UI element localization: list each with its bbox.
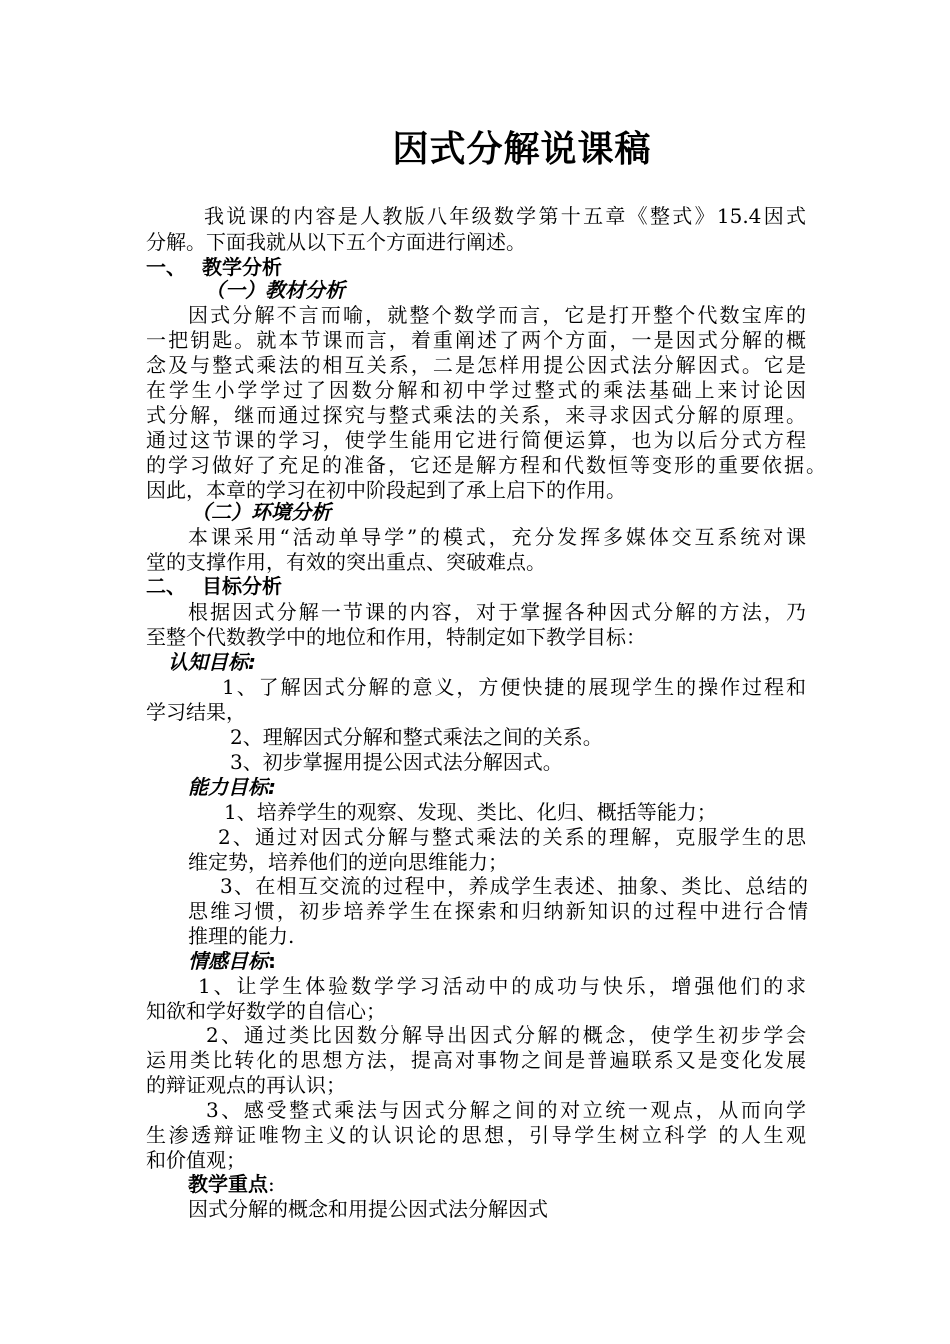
paragraph-line: 因此，本章的学习在初中阶段起到了承上启下的作用。 (146, 478, 626, 502)
subsection-2-title: （二）环境分析 (191, 500, 331, 524)
goal-item: 运用类比转化的思想方法，提高对事物之间是普遍联系又是变化发展 (146, 1048, 806, 1072)
paragraph-line: 式分解，继而通过探究与整式乘法的关系，来寻求因式分解的原理。 (146, 403, 806, 427)
paragraph-line: 通过这节课的学习，使学生能用它进行简便运算，也为以后分式方程 (146, 428, 806, 452)
section-2-heading (146, 574, 806, 598)
paragraph-line: 的学习做好了充足的准备，它还是解方程和代数恒等变形的重要依据。 (146, 453, 826, 477)
goal-item: 维定势，培养他们的逆向思维能力； (188, 850, 508, 874)
ability-goals-label: 能力目标: (188, 775, 276, 799)
goal-item: 的辩证观点的再认识； (146, 1073, 346, 1097)
goal-item: 1、培养学生的观察、发现、类比、化归、概括等能力； (224, 800, 717, 824)
emotion-goals-heading (188, 949, 848, 973)
key-point-label: 教学重点 (188, 1172, 268, 1196)
page-title: 因式分解说课稿 (392, 129, 652, 170)
goal-item: 2、理解因式分解和整式乘法之间的关系。 (230, 725, 603, 749)
key-point-colon: : (268, 1172, 275, 1196)
intro-line-2: 分解。下面我就从以下五个方面进行阐述。 (146, 230, 526, 254)
goal-item: 推理的能力. (188, 924, 295, 948)
key-point-heading (188, 1172, 848, 1196)
goal-item: 思维习惯，初步培养学生在探索和归纳新知识的过程中进行合情 (188, 899, 808, 923)
paragraph-line: 一把钥匙。就本节课而言，着重阐述了两个方面，一是因式分解的概 (146, 328, 806, 352)
paragraph-line: 至整个代数教学中的地位和作用，特制定如下教学目标： (146, 625, 646, 649)
paragraph-line: 本课采用“活动单导学”的模式，充分发挥多媒体交互系统对课 (188, 525, 806, 549)
key-point-text: 因式分解的概念和用提公因式法分解因式 (188, 1197, 548, 1221)
paragraph-line: 在学生小学学过了因数分解和初中学过整式的乘法基础上来讨论因 (146, 378, 806, 402)
goal-item: 3、初步掌握用提公因式法分解因式。 (230, 750, 563, 774)
paragraph-line: 堂的支撑作用，有效的突出重点、突破难点。 (146, 550, 546, 574)
section-1-title: 教学分析 (202, 255, 282, 279)
section-2-number: 二、 (146, 574, 186, 598)
goal-item: 知欲和学好数学的自信心； (146, 999, 386, 1023)
paragraph-line: 因式分解不言而喻，就整个数学而言，它是打开整个代数宝库的 (188, 303, 806, 327)
goal-item: 学习结果， (146, 700, 246, 724)
goal-item: 生渗透辩证唯物主义的认识论的思想，引导学生树立科学 的人生观 (146, 1123, 806, 1147)
goal-item: 2、通过类比因数分解导出因式分解的概念，使学生初步学会 (206, 1023, 806, 1047)
goal-item: 1、让学生体验数学学习活动中的成功与快乐，增强他们的求 (198, 974, 806, 998)
emotion-goals-label: 情感目标 (188, 949, 268, 973)
paragraph-line: 念及与整式乘法的相互关系，二是怎样用提公因式法分解因式。它是 (146, 353, 806, 377)
section-1-heading (146, 255, 806, 279)
section-1-number: 一、 (146, 255, 186, 279)
goal-item: 1、了解因式分解的意义，方便快捷的展现学生的操作过程和 (222, 675, 806, 699)
cognitive-goals-label: 认知目标: (168, 650, 256, 674)
goal-item: 2、通过对因式分解与整式乘法的关系的理解，克服学生的思 (218, 825, 806, 849)
emotion-goals-colon: : (268, 949, 276, 973)
goal-item: 和价值观； (146, 1148, 246, 1172)
goal-item: 3、在相互交流的过程中，养成学生表述、抽象、类比、总结的 (220, 874, 808, 898)
intro-line-1: 我说课的内容是人教版八年级数学第十五章《整式》15.4因式 (204, 204, 806, 228)
paragraph-line: 根据因式分解一节课的内容，对于掌握各种因式分解的方法，乃 (188, 600, 806, 624)
goal-item: 3、感受整式乘法与因式分解之间的对立统一观点，从而向学 (206, 1098, 806, 1122)
section-2-title: 目标分析 (202, 574, 282, 598)
subsection-1-title: （一）教材分析 (205, 278, 345, 302)
